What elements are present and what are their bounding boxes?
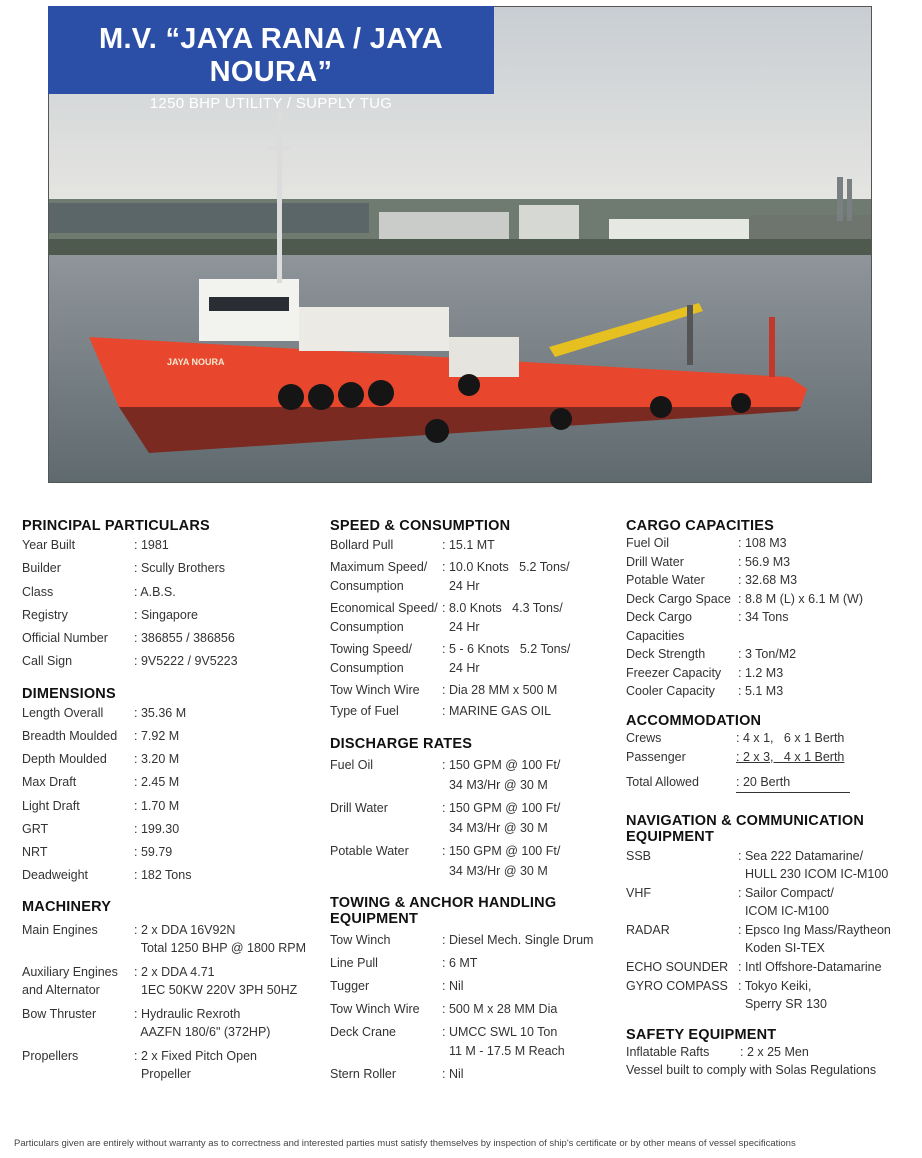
spec-value: : 2 x DDA 4.71 <box>134 965 215 980</box>
right-column <box>626 510 911 1079</box>
spec-value: : Sailor Compact/ <box>738 885 834 900</box>
spec-value-block <box>442 798 610 838</box>
spec-row <box>330 1065 610 1084</box>
spec-row <box>626 571 911 590</box>
spec-value-line2: AAZFN 180/6" (372HP) <box>134 1025 271 1040</box>
spec-value-block <box>134 921 307 957</box>
spec-row <box>22 627 307 650</box>
spec-row <box>626 884 911 920</box>
spec-label: SSB <box>626 848 652 863</box>
spec-label: GYRO COMPASS <box>626 978 728 993</box>
spec-value-block <box>738 884 911 920</box>
spec-value: : 108 M3 <box>738 536 787 550</box>
spec-label: Propellers <box>22 1049 79 1064</box>
spec-value-block <box>738 847 911 883</box>
spec-value: : 5.1 M3 <box>738 684 784 698</box>
spec-label: GRT <box>22 821 49 836</box>
spec-label: Deck Cargo <box>626 610 692 624</box>
spec-label: Cooler Capacity <box>626 684 715 698</box>
spec-row <box>330 1000 610 1019</box>
page-subtitle: 1250 BHP UTILITY / SUPPLY TUG <box>149 95 393 112</box>
spec-row <box>330 599 610 638</box>
spec-label: Light Draft <box>22 798 80 813</box>
spec-value: : 9V5222 / 9V5223 <box>134 654 238 669</box>
spec-value-block <box>442 681 610 701</box>
spec-value-line2: HULL 230 ICOM IC-M100 <box>738 866 889 881</box>
spec-label: Registry <box>22 607 68 622</box>
spec-value-block <box>134 1005 307 1041</box>
spec-label: Tow Winch Wire <box>330 682 420 697</box>
spec-row <box>330 954 610 973</box>
spec-label-block <box>626 534 738 553</box>
spec-value-line2: 34 M3/Hr @ 30 M <box>442 820 548 835</box>
spec-row <box>626 590 911 609</box>
spec-value: : 1981 <box>134 538 169 552</box>
spec-label: ECHO SOUNDER <box>626 959 729 974</box>
spec-label-block <box>22 1005 134 1041</box>
spec-label: RADAR <box>626 922 670 937</box>
spec-label: Main Engines <box>22 923 98 938</box>
spec-label: Total Allowed <box>626 774 699 789</box>
speed-heading: SPEED & CONSUMPTION <box>330 518 511 534</box>
spec-value-block <box>134 1047 307 1083</box>
spec-label: Type of Fuel <box>330 704 399 718</box>
spec-label: Deadweight <box>22 868 89 883</box>
spec-row <box>626 921 911 957</box>
spec-value: : 3 Ton/M2 <box>738 647 797 661</box>
spec-value-line2: 11 M - 17.5 M Reach <box>442 1043 565 1058</box>
spec-row <box>626 729 911 748</box>
spec-value-block <box>738 977 911 1013</box>
spec-value-block <box>442 558 610 597</box>
spec-value: : 3.20 M <box>134 752 180 767</box>
spec-label-block <box>330 681 442 701</box>
safety-note: Vessel built to comply with Solas Regulations <box>626 1062 877 1077</box>
spec-label-block <box>626 682 738 701</box>
spec-value: : 500 M x 28 MM Dia <box>442 1001 558 1016</box>
spec-value: : 2.45 M <box>134 775 180 790</box>
spec-label: Potable Water <box>330 843 409 858</box>
spec-label-line2: Consumption <box>330 620 404 634</box>
safety-heading: SAFETY EQUIPMENT <box>626 1026 777 1043</box>
spec-value: : 2 x DDA 16V92N <box>134 923 236 938</box>
spec-value-block <box>442 1065 610 1084</box>
spec-value: : Nil <box>442 978 464 993</box>
machinery-list <box>22 921 307 1083</box>
spec-row <box>22 795 307 818</box>
towing-list <box>330 931 610 1084</box>
spec-row <box>330 558 610 597</box>
spec-label: Depth Moulded <box>22 752 107 767</box>
spec-row <box>22 1005 307 1041</box>
spec-value: : 35.36 M <box>134 705 187 720</box>
spec-row <box>626 534 911 553</box>
spec-row <box>22 581 307 604</box>
spec-value-block <box>738 921 911 957</box>
spec-row <box>330 536 610 556</box>
spec-value-line2: Koden SI-TEX <box>738 940 825 955</box>
spec-row <box>330 841 610 881</box>
spec-label: Tugger <box>330 978 370 993</box>
spec-label: Line Pull <box>330 955 378 970</box>
footer-disclaimer: Particulars given are entirely without warranty as to correctness and interested parties must satisfy themselves by inspection of ship's certificate or by other means of vessel specifications <box>14 1138 796 1149</box>
spec-label: Fuel Oil <box>626 536 670 550</box>
spec-label-line2: and Alternator <box>22 983 100 998</box>
spec-label-block <box>330 798 442 838</box>
spec-label: Class <box>22 584 54 599</box>
spec-value-block <box>442 1000 610 1019</box>
spec-value: : Diesel Mech. Single Drum <box>442 932 594 947</box>
spec-value: : 2 x 3, 4 x 1 Berth <box>736 749 845 764</box>
spec-label: Passenger <box>626 749 686 764</box>
principal-list <box>22 534 307 674</box>
spec-row <box>330 681 610 701</box>
spec-value-block <box>134 963 307 999</box>
spec-value-block <box>442 1023 610 1061</box>
spec-label: Freezer Capacity <box>626 665 722 680</box>
spec-label: Economical Speed/ <box>330 600 438 615</box>
hull-name-text: JAYA NOURA <box>167 357 225 367</box>
spec-row <box>330 640 610 679</box>
spec-value-line2: 1EC 50KW 220V 3PH 50HZ <box>134 983 298 998</box>
cargo-list <box>626 534 911 701</box>
spec-label: Builder <box>22 561 61 576</box>
spec-label: Potable Water <box>626 573 705 587</box>
spec-row <box>330 977 610 996</box>
spec-value-line2: 24 Hr <box>442 620 480 634</box>
spec-value-block <box>738 958 911 976</box>
towing-heading: TOWING & ANCHOR HANDLING <box>330 894 557 911</box>
safety-row <box>626 1043 911 1061</box>
spec-value-block <box>442 536 610 556</box>
spec-label-block <box>626 608 738 645</box>
spec-row <box>626 664 911 683</box>
spec-label-block <box>330 536 442 556</box>
spec-value: : 34 Tons <box>738 610 789 624</box>
spec-value: : 32.68 M3 <box>738 573 798 587</box>
spec-value: : UMCC SWL 10 Ton <box>442 1024 558 1039</box>
spec-label: Bollard Pull <box>330 538 394 552</box>
spec-value-line2: 34 M3/Hr @ 30 M <box>442 863 548 878</box>
cargo-heading: CARGO CAPACITIES <box>626 518 774 534</box>
spec-label: Official Number <box>22 631 108 646</box>
spec-label: Deck Cargo Space <box>626 591 731 606</box>
spec-value-line2: ICOM IC-M100 <box>738 903 829 918</box>
spec-label-block <box>626 664 738 683</box>
spec-value: : 5 - 6 Knots 5.2 Tons/ <box>442 641 571 656</box>
spec-row <box>626 977 911 1013</box>
spec-row <box>22 650 307 673</box>
spec-value: : 15.1 MT <box>442 538 495 552</box>
spec-label-block <box>626 571 738 590</box>
spec-row <box>22 771 307 794</box>
spec-value-block <box>442 755 610 795</box>
spec-value: : 1.2 M3 <box>738 665 784 680</box>
spec-label: Deck Strength <box>626 647 706 661</box>
accommodation-list <box>626 729 911 793</box>
spec-label-block <box>330 702 442 722</box>
navigation-heading-2: EQUIPMENT <box>626 828 714 845</box>
spec-value: : Dia 28 MM x 500 M <box>442 682 558 697</box>
spec-value-line2: 24 Hr <box>442 579 480 593</box>
spec-label: Tow Winch <box>330 932 391 947</box>
spec-value: : 56.9 M3 <box>738 554 791 569</box>
spec-row <box>22 748 307 771</box>
spec-value-line2: Sperry SR 130 <box>738 996 827 1011</box>
discharge-heading: DISCHARGE RATES <box>330 735 473 752</box>
spec-row <box>22 963 307 999</box>
machinery-heading: MACHINERY <box>22 899 112 916</box>
safety-raft-value: : 2 x 25 Men <box>740 1044 809 1059</box>
spec-label-block <box>626 645 738 664</box>
spec-value: : 8.0 Knots 4.3 Tons/ <box>442 600 563 615</box>
spec-label: Bow Thruster <box>22 1007 97 1022</box>
towing-heading-2: EQUIPMENT <box>330 910 418 927</box>
spec-label-block <box>330 841 442 881</box>
spec-row <box>626 553 911 572</box>
spec-row <box>626 773 911 793</box>
spec-label: Max Draft <box>22 775 77 790</box>
spec-label: Drill Water <box>626 554 684 569</box>
spec-value: : 150 GPM @ 100 Ft/ <box>442 800 561 815</box>
accommodation-heading: ACCOMMODATION <box>626 712 762 729</box>
spec-value: : Scully Brothers <box>134 561 226 576</box>
spec-label: Breadth Moulded <box>22 728 118 743</box>
spec-value: : 6 MT <box>442 955 478 970</box>
spec-row <box>330 1023 610 1061</box>
spec-value-line2: 24 Hr <box>442 661 480 675</box>
spec-row <box>22 841 307 864</box>
spec-label-block <box>22 963 134 999</box>
spec-label: Tow Winch Wire <box>330 1001 420 1016</box>
spec-value: : Tokyo Keiki, <box>738 978 812 993</box>
principal-heading: PRINCIPAL PARTICULARS <box>22 518 210 534</box>
spec-row <box>22 921 307 957</box>
spec-row <box>330 931 610 950</box>
spec-value: : A.B.S. <box>134 584 176 599</box>
discharge-list <box>330 755 610 881</box>
spec-row <box>626 682 911 701</box>
spec-row <box>626 958 911 976</box>
spec-label: Towing Speed/ <box>330 641 413 656</box>
spec-label-block <box>330 755 442 795</box>
spec-value: : Hydraulic Rexroth <box>134 1007 241 1022</box>
spec-label-line2: Consumption <box>330 579 404 593</box>
spec-value: : 150 GPM @ 100 Ft/ <box>442 757 561 772</box>
spec-value: : 8.8 M (L) x 6.1 M (W) <box>738 591 864 606</box>
spec-value: : 386855 / 386856 <box>134 631 235 646</box>
spec-label-line2: Capacities <box>626 628 685 643</box>
spec-label: NRT <box>22 845 48 859</box>
spec-label-block <box>330 640 442 679</box>
spec-value: : Nil <box>442 1066 464 1081</box>
spec-row <box>330 755 610 795</box>
spec-row <box>330 702 610 722</box>
spec-label: Drill Water <box>330 800 388 815</box>
spec-label-line2: Consumption <box>330 661 404 675</box>
spec-row <box>22 604 307 627</box>
spec-label-block <box>626 553 738 572</box>
spec-label-block <box>22 1047 134 1083</box>
left-column <box>22 510 307 1083</box>
spec-value: : Sea 222 Datamarine/ <box>738 848 864 863</box>
spec-value: : 182 Tons <box>134 868 192 883</box>
spec-value-block <box>442 977 610 996</box>
spec-value: : 10.0 Knots 5.2 Tons/ <box>442 559 570 574</box>
spec-value-line2: Total 1250 BHP @ 1800 RPM <box>134 941 307 956</box>
spec-label: Auxiliary Engines <box>22 965 118 980</box>
spec-label: Fuel Oil <box>330 757 374 772</box>
speed-list <box>330 536 610 722</box>
spec-label: Stern Roller <box>330 1066 396 1081</box>
spec-value: : 4 x 1, 6 x 1 Berth <box>736 730 845 745</box>
spec-row <box>22 1047 307 1083</box>
spec-value: : 1.70 M <box>134 798 180 813</box>
spec-value-block <box>442 640 610 679</box>
spec-value-block <box>442 841 610 881</box>
page-title: M.V. “JAYA RANA / JAYA NOURA” <box>98 23 444 88</box>
spec-value-line2: 34 M3/Hr @ 30 M <box>442 777 548 792</box>
spec-value: : Epsco Ing Mass/Raytheon <box>738 922 891 937</box>
spec-value: : 7.92 M <box>134 728 180 743</box>
spec-value: : 150 GPM @ 100 Ft/ <box>442 843 561 858</box>
spec-label: Length Overall <box>22 705 104 720</box>
spec-label: Year Built <box>22 538 76 552</box>
navigation-heading: NAVIGATION & COMMUNICATION <box>626 812 864 829</box>
spec-label: Maximum Speed/ <box>330 559 428 574</box>
spec-row <box>22 818 307 841</box>
spec-value-block <box>442 702 610 722</box>
spec-value: : 199.30 <box>134 821 180 836</box>
spec-label-block <box>22 921 134 957</box>
spec-value-block <box>442 931 610 950</box>
title-banner <box>48 6 494 112</box>
spec-row <box>22 864 307 887</box>
spec-label-block <box>330 558 442 597</box>
spec-value: : MARINE GAS OIL <box>442 704 552 718</box>
spec-label: VHF <box>626 885 651 900</box>
safety-raft-label: Inflatable Rafts <box>626 1044 710 1059</box>
spec-label: Call Sign <box>22 654 73 669</box>
spec-value-block <box>442 954 610 973</box>
spec-value-block <box>442 599 610 638</box>
spec-value: : 59.79 <box>134 845 173 859</box>
spec-row <box>22 702 307 725</box>
navigation-list <box>626 847 911 1013</box>
spec-value-line2: Propeller <box>134 1067 191 1082</box>
spec-value: : Intl Offshore-Datamarine <box>738 959 882 974</box>
dimensions-list <box>22 702 307 888</box>
spec-row <box>626 847 911 883</box>
spec-row <box>330 798 610 838</box>
spec-row <box>22 534 307 557</box>
spec-label-block <box>626 590 738 609</box>
spec-label: Crews <box>626 730 662 745</box>
spec-label: Deck Crane <box>330 1024 396 1039</box>
spec-value: : 20 Berth <box>736 773 850 793</box>
spec-row <box>626 645 911 664</box>
spec-row <box>22 725 307 748</box>
spec-row <box>626 748 911 767</box>
middle-column <box>330 510 610 1084</box>
spec-value: : Singapore <box>134 607 198 622</box>
spec-value: : 2 x Fixed Pitch Open <box>134 1049 257 1064</box>
spec-row <box>626 608 911 645</box>
dimensions-heading: DIMENSIONS <box>22 685 116 702</box>
spec-row <box>22 557 307 580</box>
spec-label-block <box>330 599 442 638</box>
